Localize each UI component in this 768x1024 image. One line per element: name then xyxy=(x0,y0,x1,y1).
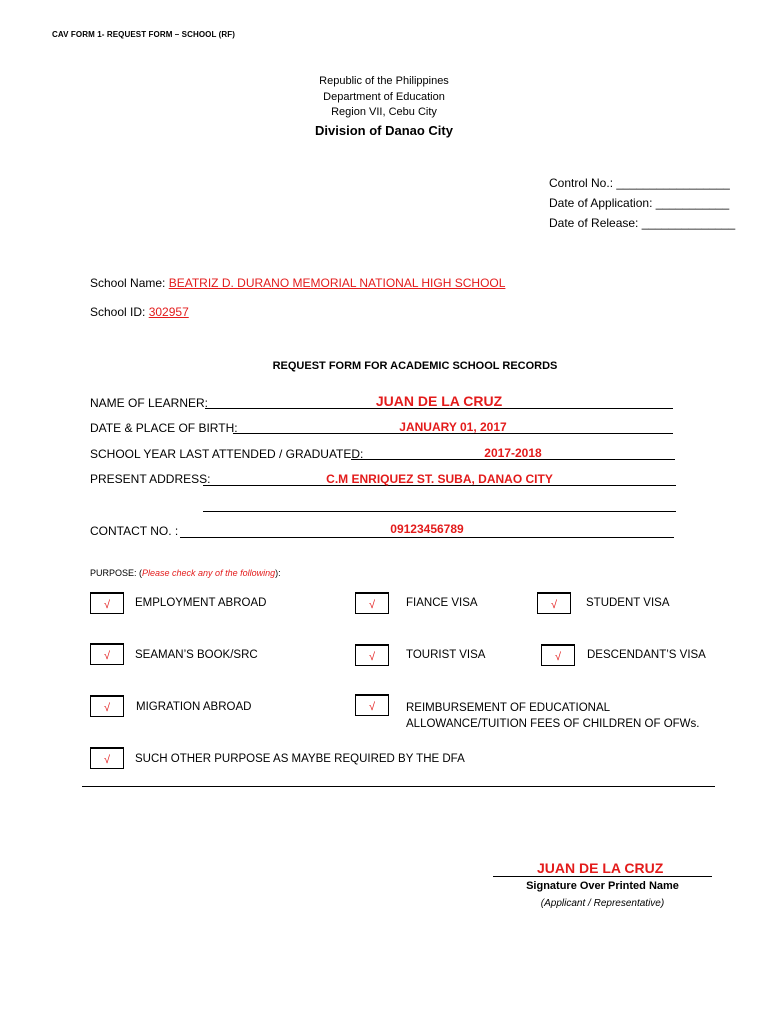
option-reimbursement-line1: REIMBURSEMENT OF EDUCATIONAL xyxy=(406,702,611,714)
check-mark-icon: √ xyxy=(368,599,376,611)
header-division: Division of Danao City xyxy=(315,123,453,138)
header-republic: Republic of the Philippines xyxy=(319,75,449,87)
school-year-value: 2017-2018 xyxy=(484,446,542,460)
check-mark-icon: √ xyxy=(550,599,558,611)
signature-subcaption: (Applicant / Representative) xyxy=(540,898,665,909)
purpose-label-start: PURPOSE: ( xyxy=(90,568,143,578)
learner-label: NAME OF LEARNER: xyxy=(90,396,209,410)
header-department: Department of Education xyxy=(323,91,445,103)
option-tourist-visa: TOURIST VISA xyxy=(406,649,486,661)
option-student-visa: STUDENT VISA xyxy=(586,597,670,609)
checkbox-employment-abroad[interactable] xyxy=(90,592,124,614)
school-id-label: School ID: xyxy=(90,305,149,319)
school-id-value: 302957 xyxy=(148,305,189,319)
form-code: CAV FORM 1- REQUEST FORM – SCHOOL (RF) xyxy=(52,30,236,39)
checkbox-descendants-visa[interactable] xyxy=(541,644,575,666)
purpose-label-hint: Please check any of the following xyxy=(142,568,276,578)
learner-value: JUAN DE LA CRUZ xyxy=(375,393,503,409)
date-of-release: Date of Release: ______________ xyxy=(549,216,736,230)
signature-name: JUAN DE LA CRUZ xyxy=(537,860,664,876)
option-reimbursement xyxy=(406,700,699,732)
checkbox-fiance-visa[interactable] xyxy=(355,592,389,614)
option-descendants-visa: DESCENDANT’S VISA xyxy=(587,649,706,661)
checkbox-migration-abroad[interactable] xyxy=(90,695,124,717)
school-name-label: School Name: xyxy=(90,276,169,290)
address-value: C.M ENRIQUEZ ST. SUBA, DANAO CITY xyxy=(326,472,553,486)
section-divider xyxy=(82,786,715,787)
checkbox-other-purpose[interactable] xyxy=(90,747,124,769)
school-year-label: SCHOOL YEAR LAST ATTENDED / GRADUATED: xyxy=(90,447,364,461)
purpose-label-end: ): xyxy=(275,568,281,578)
checkbox-tourist-visa[interactable] xyxy=(355,644,389,666)
contact-line xyxy=(180,537,674,538)
birth-value: JANUARY 01, 2017 xyxy=(399,420,507,434)
birth-label: DATE & PLACE OF BIRTH: xyxy=(90,421,238,435)
check-mark-icon: √ xyxy=(103,702,111,714)
address-line-2 xyxy=(203,511,676,512)
option-other-purpose: SUCH OTHER PURPOSE AS MAYBE REQUIRED BY THE DFA xyxy=(135,753,465,765)
checkbox-reimbursement[interactable] xyxy=(355,694,389,716)
check-mark-icon: √ xyxy=(554,651,562,663)
purpose-label xyxy=(90,568,281,578)
signature-caption: Signature Over Printed Name xyxy=(526,880,679,892)
control-no: Control No.: _________________ xyxy=(549,176,730,190)
school-name-value: BEATRIZ D. DURANO MEMORIAL NATIONAL HIGH SCHOOL xyxy=(168,276,506,290)
contact-value: 09123456789 xyxy=(390,522,464,536)
contact-label: CONTACT NO. : xyxy=(90,524,179,538)
form-title: REQUEST FORM FOR ACADEMIC SCHOOL RECORDS xyxy=(272,360,558,372)
option-employment-abroad: EMPLOYMENT ABROAD xyxy=(135,597,267,609)
option-fiance-visa: FIANCE VISA xyxy=(406,597,478,609)
option-reimbursement-line2: ALLOWANCE/TUITION FEES OF CHILDREN OF OFWs. xyxy=(406,718,700,730)
check-mark-icon: √ xyxy=(103,754,111,766)
check-mark-icon: √ xyxy=(368,701,376,713)
header-region: Region VII, Cebu City xyxy=(331,106,437,118)
option-seamans-book: SEAMAN’S BOOK/SRC xyxy=(135,649,258,661)
check-mark-icon: √ xyxy=(368,651,376,663)
address-label: PRESENT ADDRESS: xyxy=(90,472,211,486)
school-name-row xyxy=(90,276,505,290)
signature-line xyxy=(493,876,712,877)
check-mark-icon: √ xyxy=(103,650,111,662)
checkbox-seamans-book[interactable] xyxy=(90,643,124,665)
option-migration-abroad: MIGRATION ABROAD xyxy=(136,701,252,713)
checkbox-student-visa[interactable] xyxy=(537,592,571,614)
check-mark-icon: √ xyxy=(103,599,111,611)
date-of-application: Date of Application: ___________ xyxy=(549,196,730,210)
school-id-row xyxy=(90,305,189,319)
